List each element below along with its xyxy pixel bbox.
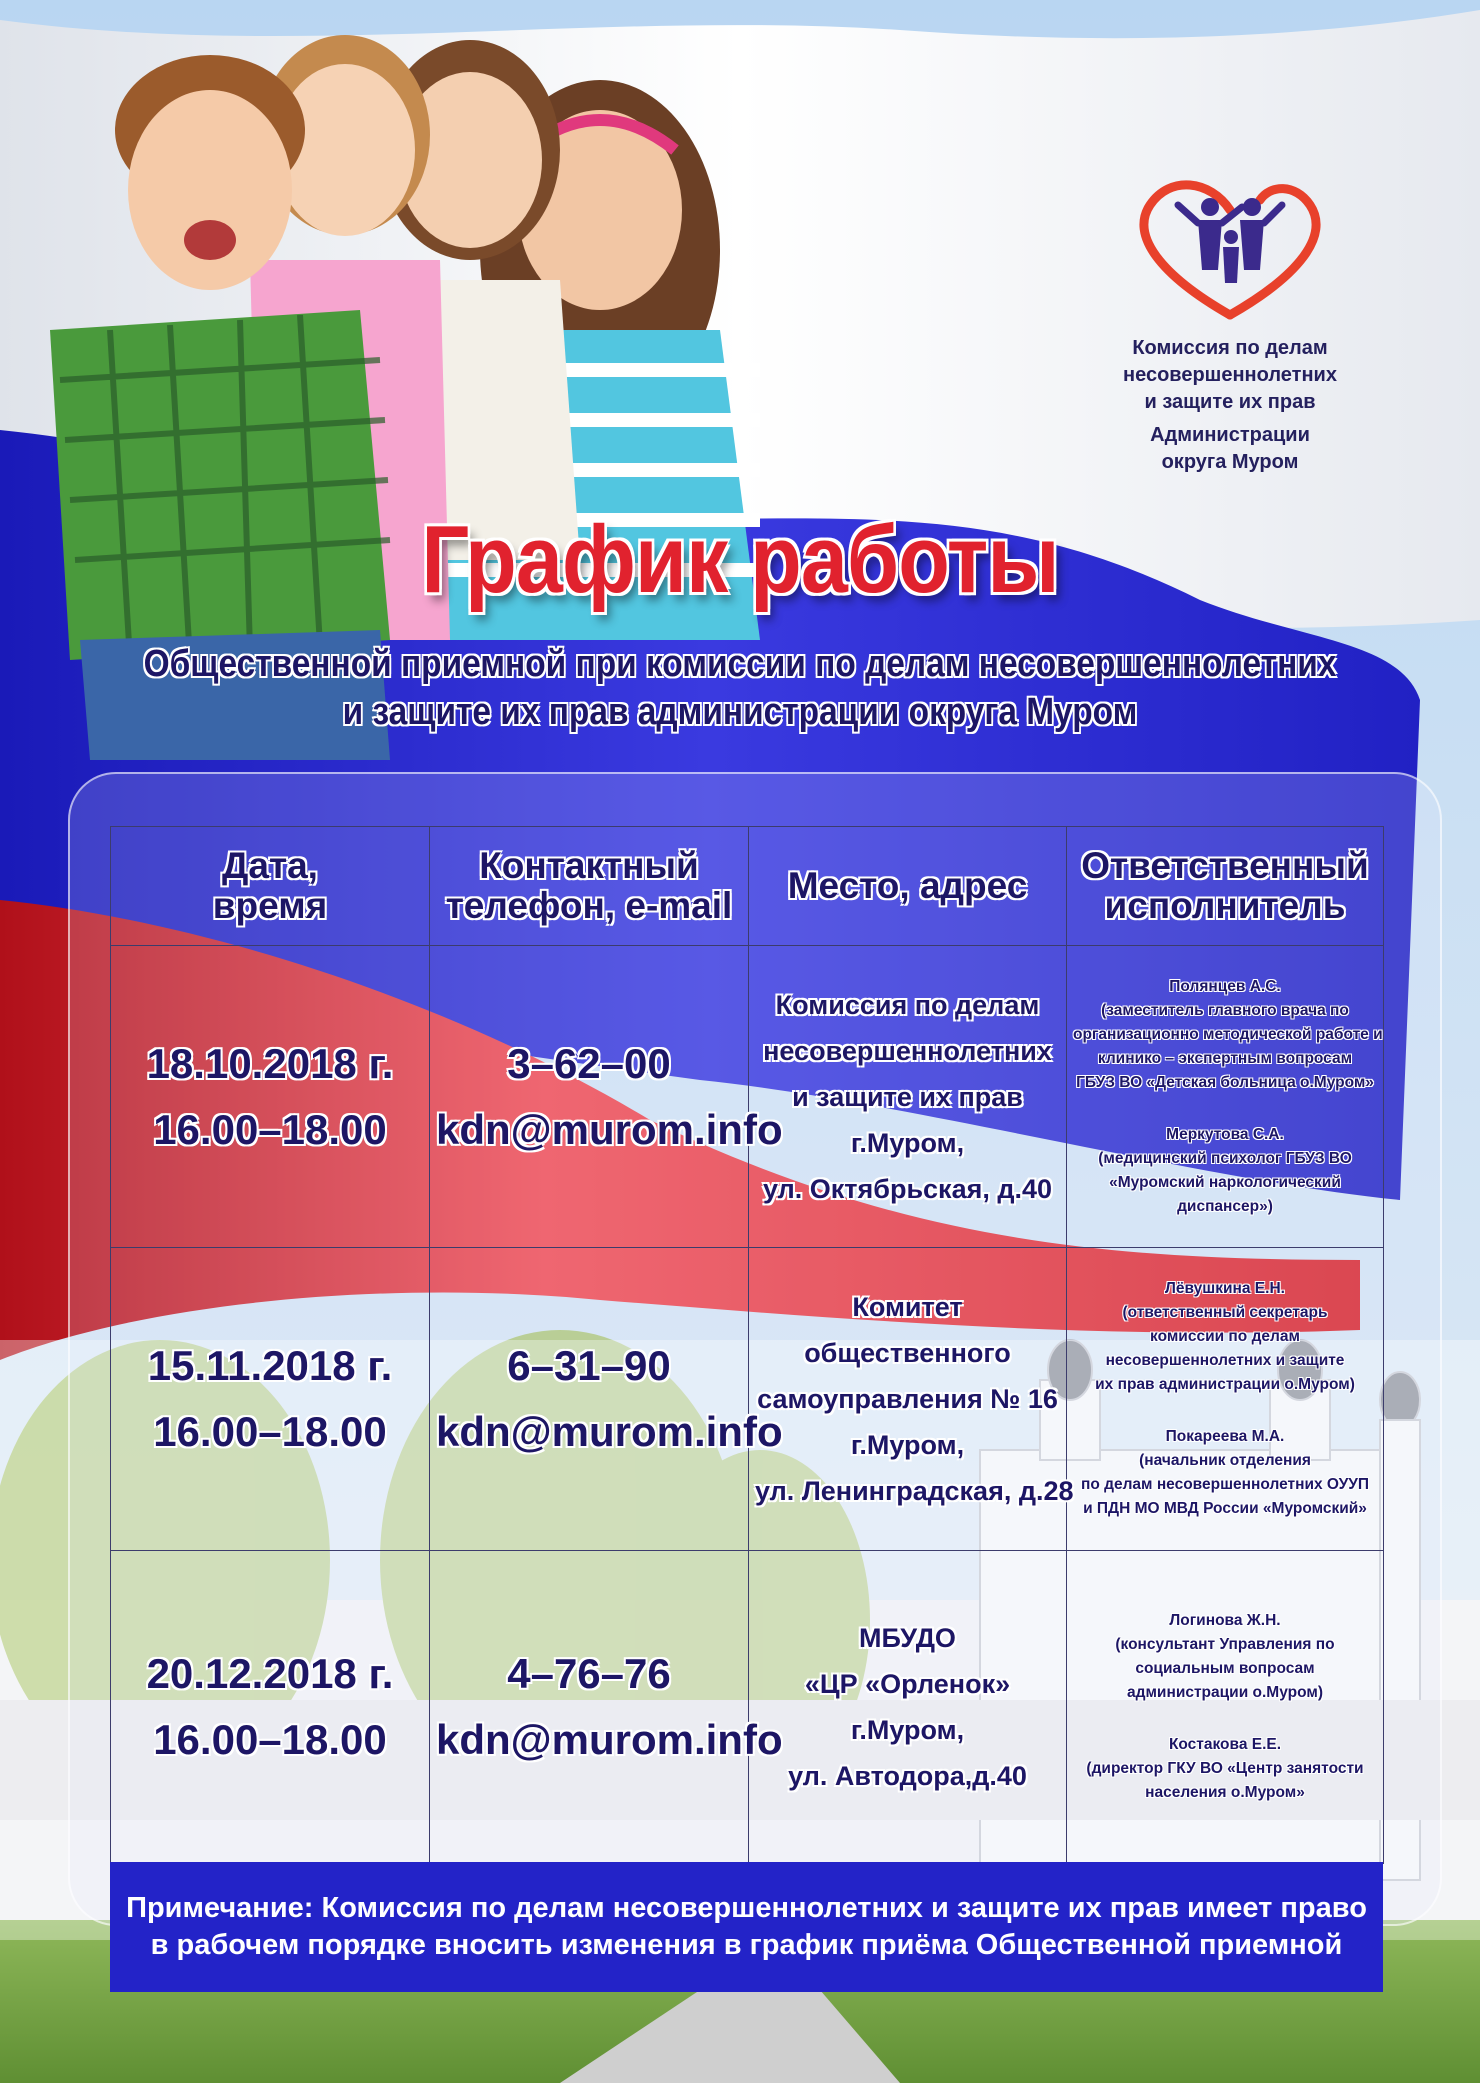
- place-line: ул. Автодора,д.40: [788, 1761, 1027, 1791]
- heart-family-icon: [1100, 165, 1360, 330]
- responsible-line: организационно методической работе и: [1073, 1025, 1383, 1043]
- responsible-line: (ответственный секретарь: [1122, 1304, 1328, 1321]
- responsible-cell: [1067, 1248, 1384, 1551]
- responsible-line: (директор ГКУ ВО «Центр занятости: [1086, 1760, 1364, 1777]
- note-line: Примечание: Комиссия по делам несовершеннолетних и защите их прав имеет право: [126, 1892, 1367, 1924]
- responsible-cell: [1067, 1551, 1384, 1864]
- header-text: Место, адрес: [787, 865, 1028, 906]
- note-line: в рабочем порядке вносить изменения в график приёма Общественной приемной: [150, 1929, 1343, 1961]
- place-line: г.Муром,: [850, 1430, 965, 1460]
- header-contact: [430, 827, 749, 946]
- date-time-cell: [111, 1248, 430, 1551]
- responsible-line: клинико – экспертным вопросам: [1097, 1049, 1353, 1067]
- place-line: ул. Ленинградская, д.28: [755, 1476, 1074, 1506]
- place-line: г.Муром,: [850, 1127, 965, 1158]
- responsible-line: Меркутова С.А.: [1166, 1125, 1284, 1143]
- date-text: 18.10.2018 г.: [146, 1039, 394, 1087]
- place-line: МБУДО: [859, 1623, 956, 1653]
- responsible-line: (консультант Управления по: [1115, 1636, 1335, 1653]
- place-cell: [749, 1248, 1074, 1551]
- place-line: несовершеннолетних: [763, 1035, 1052, 1066]
- responsible-line: администрации о.Муром): [1127, 1684, 1323, 1701]
- responsible-line: (медицинский психолог ГБУЗ ВО: [1098, 1149, 1352, 1167]
- logo-line: Администрации: [1150, 424, 1310, 446]
- phone-text: 6–31–90: [507, 1342, 671, 1389]
- place-line: «ЦР «Орленок»: [804, 1669, 1011, 1699]
- header-text: Ответственный: [1081, 845, 1369, 886]
- responsible-cell: [1067, 946, 1384, 1248]
- header-text: Контактный: [479, 845, 699, 886]
- schedule-table: [110, 826, 1384, 1864]
- date-time-cell: [111, 1551, 430, 1864]
- phone-text: 3–62–00: [507, 1039, 671, 1087]
- table-row: [111, 946, 1384, 1248]
- place-cell: [749, 1551, 1067, 1864]
- responsible-line: населения о.Муром»: [1145, 1784, 1305, 1801]
- responsible-line: их прав администрации о.Муром): [1095, 1376, 1355, 1393]
- contact-cell: [430, 1248, 783, 1551]
- subtitle-line: и защите их прав администрации округа Муром: [342, 691, 1138, 733]
- logo-line: и защите их прав: [1144, 391, 1316, 413]
- page-subtitle: [89, 640, 1391, 736]
- email-link[interactable]: kdn@murom.info: [436, 1105, 783, 1153]
- logo-line: Комиссия по делам: [1132, 337, 1328, 359]
- page-title: График работы: [421, 506, 1059, 613]
- time-text: 16.00–18.00: [153, 1105, 387, 1153]
- responsible-line: и ПДН МО МВД России «Муромский»: [1083, 1500, 1367, 1517]
- contact-cell: [430, 1551, 783, 1864]
- responsible-line: Костакова Е.Е.: [1168, 1736, 1282, 1753]
- logo-line: округа Муром: [1161, 451, 1299, 473]
- date-text: 20.12.2018 г.: [146, 1650, 394, 1697]
- logo-line: несовершеннолетних: [1123, 364, 1337, 386]
- place-cell: [749, 946, 1067, 1248]
- responsible-line: социальным вопросам: [1135, 1660, 1315, 1677]
- responsible-line: (начальник отделения: [1139, 1452, 1311, 1469]
- place-line: Комитет: [852, 1292, 963, 1322]
- responsible-line: (заместитель главного врача по: [1101, 1001, 1349, 1019]
- header-responsible: [1067, 827, 1384, 946]
- place-line: самоуправления № 16: [757, 1384, 1058, 1414]
- place-line: ул. Октябрьская, д.40: [762, 1173, 1053, 1204]
- email-link[interactable]: kdn@murom.info: [436, 1408, 783, 1455]
- table-row: [111, 1248, 1384, 1551]
- responsible-line: комиссии по делам: [1150, 1328, 1300, 1345]
- date-text: 15.11.2018 г.: [147, 1342, 393, 1389]
- responsible-line: Логинова Ж.Н.: [1169, 1612, 1281, 1629]
- place-line: и защите их прав: [792, 1081, 1023, 1112]
- table-header-row: [111, 827, 1384, 946]
- commission-logo: [1100, 165, 1360, 476]
- header-text: время: [212, 885, 328, 926]
- header-date-time: [111, 827, 430, 946]
- responsible-line: ГБУЗ ВО «Детская больница о.Муром»: [1076, 1073, 1374, 1091]
- header-place: [749, 827, 1067, 946]
- responsible-line: Покареева М.А.: [1165, 1428, 1285, 1445]
- header-text: телефон, e-mail: [445, 885, 733, 926]
- responsible-line: по делам несовершеннолетних ОУУП: [1080, 1476, 1370, 1493]
- header-text: Дата,: [222, 845, 318, 886]
- place-line: общественного: [804, 1338, 1011, 1368]
- table-row: [111, 1551, 1384, 1864]
- date-time-cell: [111, 946, 430, 1248]
- time-text: 16.00–18.00: [153, 1408, 387, 1455]
- responsible-line: Полянцев А.С.: [1169, 977, 1281, 995]
- header-text: исполнитель: [1104, 885, 1346, 926]
- phone-text: 4–76–76: [507, 1650, 671, 1697]
- logo-caption: [1100, 335, 1360, 476]
- email-link[interactable]: kdn@murom.info: [436, 1716, 783, 1763]
- contact-cell: [430, 946, 783, 1248]
- place-line: г.Муром,: [850, 1715, 965, 1745]
- place-line: Комиссия по делам: [775, 989, 1040, 1020]
- responsible-line: диспансер»): [1177, 1197, 1273, 1215]
- subtitle-line: Общественной приемной при комиссии по делам несовершеннолетних: [143, 643, 1337, 685]
- time-text: 16.00–18.00: [153, 1716, 387, 1763]
- responsible-line: несовершеннолетних и защите: [1105, 1352, 1345, 1369]
- footer-note: [110, 1862, 1383, 1992]
- responsible-line: Лёвушкина Е.Н.: [1165, 1280, 1285, 1297]
- responsible-line: «Муромский наркологический: [1109, 1173, 1341, 1191]
